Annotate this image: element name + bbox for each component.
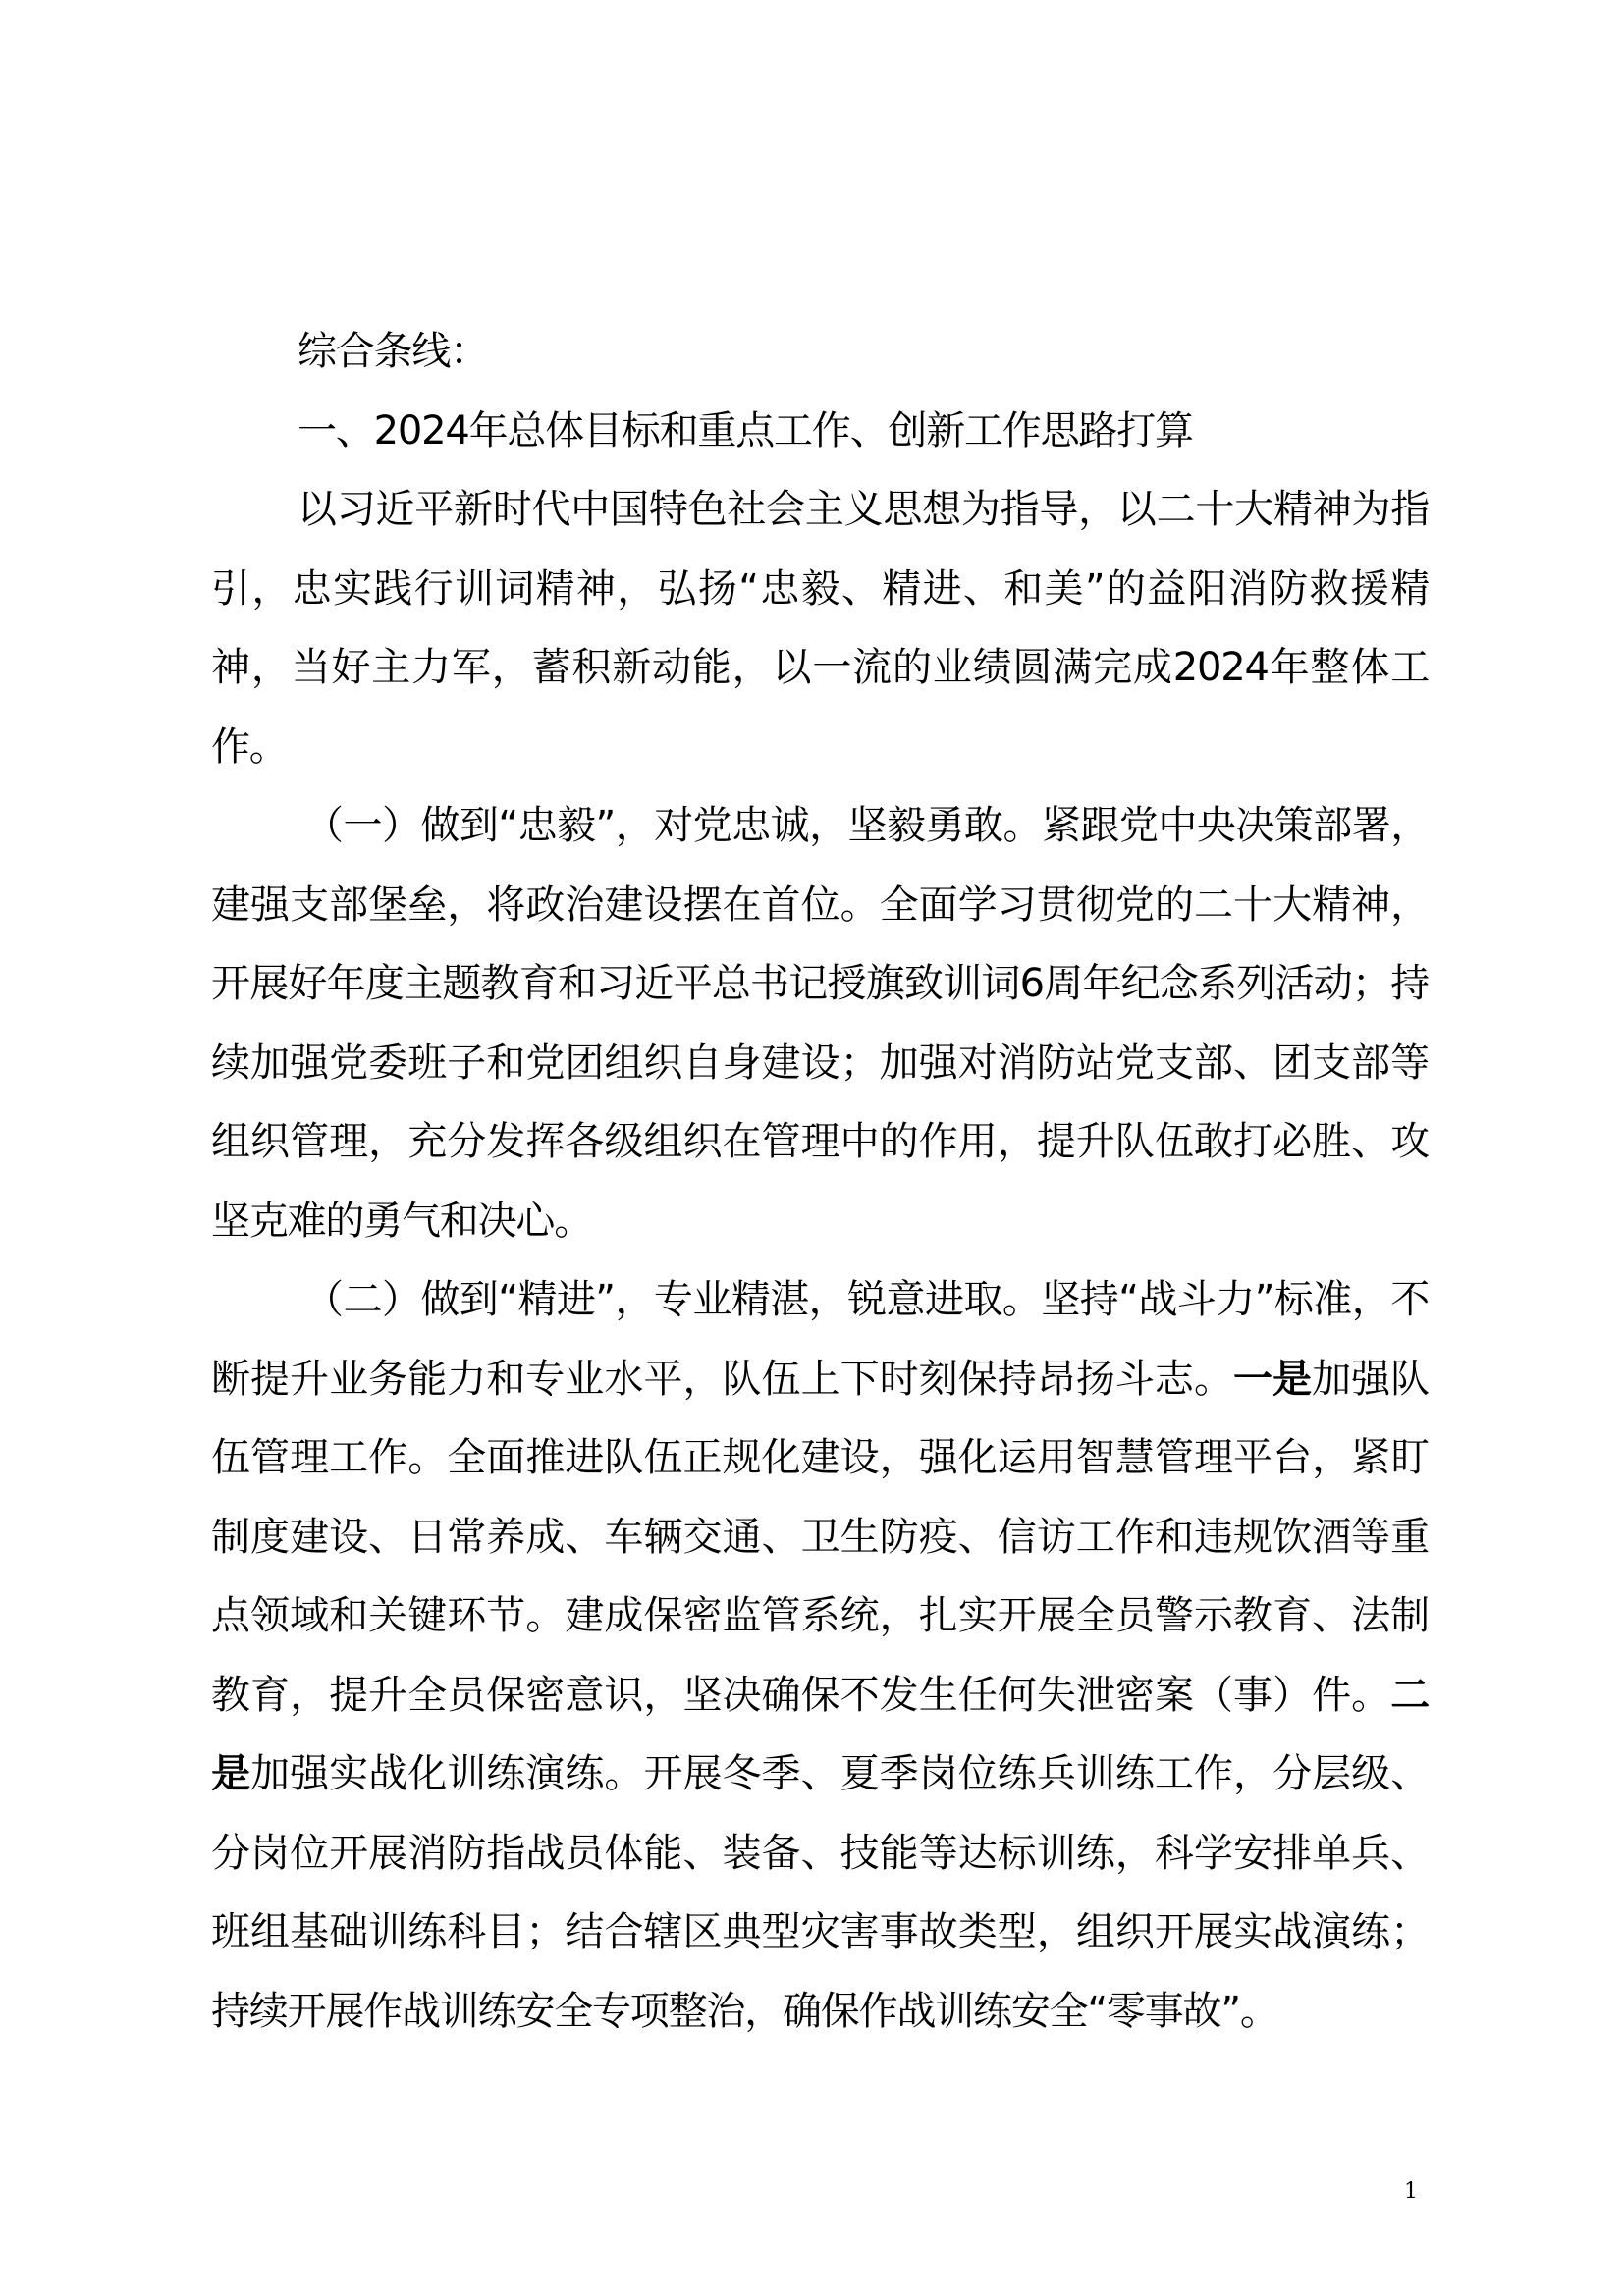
section-1-body: 紧跟党中央决策部署，建强支部堡垒，将政治建设摆在首位。全面学习贯彻党的二十大精神，开展好年度主题教育和习近平总书记授旗致训词6周年纪念系列活动；持续加强党委班子和党团组织自身建设；加强对消防站党支部、团支部等组织管理，充分发挥各级组织在管理中的作用，提升队伍敢打必胜、攻坚克难的勇气和决心。 xyxy=(211,803,1430,1244)
section-1-lead: （一）做到“忠毅”，对党忠诚，坚毅勇敢。 xyxy=(304,803,1042,848)
heading-1: 一、2024年总体目标和重点工作、创新工作思路打算 xyxy=(298,407,1193,454)
point-1-label: 一是 xyxy=(1233,1356,1313,1402)
point-1-text: 加强队伍管理工作。全面推进队伍正规化建设，强化运用智慧管理平台，紧盯制度建设、日常养成、车辆交通、卫生防疫、信访工作和违规饮酒等重点领域和关键环节。建成保密监管系统，扎实开展全员警示教育、法制教育，提升全员保密意识，坚决确保不发生任何失泄密案（事）件。 xyxy=(211,1356,1429,1718)
page-number: 1 xyxy=(1404,2179,1418,2204)
section-label: 综合条线： xyxy=(298,329,488,374)
document-body xyxy=(211,312,1429,2051)
point-2-label: 二是 xyxy=(211,1672,1429,1796)
section-1-paragraph xyxy=(211,786,1429,1260)
point-2-text: 加强实战化训练演练。开展冬季、夏季岗位练兵训练工作，分层级、分岗位开展消防指战员体能、装备、技能等达标训练，科学安排单兵、班组基础训练科目；结合辖区典型灾害事故类型，组织开展实战演练；持续开展作战训练安全专项整治，确保作战训练安全“零事故”。 xyxy=(211,1751,1429,2034)
section-2-body: 坚持“战斗力”标准，不断提升业务能力和专业水平，队伍上下时刻保持昂扬斗志。 xyxy=(211,1277,1429,1402)
intro-paragraph: 以习近平新时代中国特色社会主义思想为指导，以二十大精神为指引，忠实践行训词精神，弘扬“忠毅、精进、和美”的益阳消防救援精神，当好主力军，蓄积新动能，以一流的业绩圆满完成2024年整体工作。 xyxy=(211,487,1429,770)
section-2-paragraph xyxy=(211,1260,1429,2051)
section-2-lead: （二）做到“精进”，专业精湛，锐意进取。 xyxy=(304,1277,1042,1322)
